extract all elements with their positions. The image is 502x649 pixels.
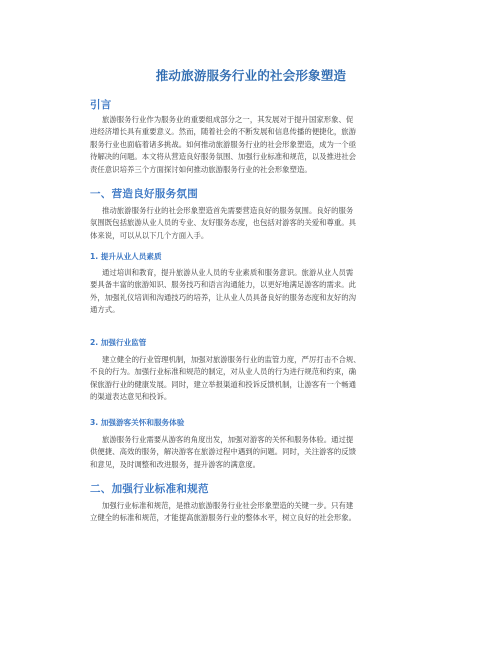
text-line: 外，加强礼仪培训和沟通技巧的培养，让从业人员具备良好的服务态度和友好的沟 [90,292,357,302]
subsection3-paragraph [90,434,415,471]
subsection3-heading: 3. 加强游客关怀和服务体验 [90,418,185,427]
text-line: 进经济增长具有重要意义。然而，随着社会的不断发展和信息传播的便捷化，旅游 [90,127,357,137]
subsection1-heading: 1. 提升从业人员素质 [90,252,162,261]
intro-paragraph [90,114,415,176]
text-line: 推动旅游服务行业的社会形象塑造首先需要营造良好的服务氛围。良好的服务 [102,206,354,215]
text-line: 待解决的问题。本文将从营造良好服务氛围、加强行业标准和规范，以及推进社会 [90,152,357,162]
section1-paragraph [90,205,415,242]
document-title: 推动旅游服务行业的社会形象塑造 [155,68,347,83]
text-line: 的渠道表达意见和投诉。 [90,392,172,402]
text-line: 和意见，及时调整和改进服务，提升游客的满意度。 [90,459,260,469]
text-line: 旅游服务行业作为服务业的重要组成部分之一，其发展对于提升国家形象、促 [102,115,354,124]
text-line: 责任意识培养三个方面探讨如何推动旅游服务行业的社会形象塑造。 [90,164,312,174]
text-line: 服务行业也面临着诸多挑战。如何推动旅游服务行业的社会形象塑造，成为一个亟 [90,139,357,149]
subsection2-heading: 2. 加强行业监管 [90,338,147,347]
text-line: 立健全的标准和规范，才能提高旅游服务行业的整体水平，树立良好的社会形象。 [90,513,357,523]
text-line: 通方式。 [90,305,120,315]
text-line: 旅游服务行业需要从游客的角度出发，加强对游客的关怀和服务体验。通过提 [102,435,354,444]
text-line: 建立健全的行业管理机制，加强对旅游服务行业的监管力度，严厉打击不合规、 [102,355,361,364]
section1-heading: 一、营造良好服务氛围 [90,188,198,200]
text-line: 保旅游行业的健康发展。同时，建立举报渠道和投诉反馈机制，让游客有一个畅通 [90,379,357,389]
text-line: 供便捷、高效的服务，解决游客在旅游过程中遇到的问题。同时，关注游客的反馈 [90,447,357,457]
intro-heading: 引言 [90,99,112,111]
text-line: 氛围既包括旅游从业人员的专业、友好服务态度，也包括对游客的关爱和尊重。具 [90,218,357,228]
subsection1-paragraph [90,267,415,317]
text-line: 加强行业标准和规范，是推动旅游服务行业社会形象塑造的关键一步。只有建 [102,501,354,510]
section2-paragraph [90,500,415,525]
section2-heading: 二、加强行业标准和规范 [90,483,209,495]
subsection2-paragraph [90,354,415,404]
text-line: 要具备丰富的旅游知识、服务技巧和语言沟通能力，以更好地满足游客的需求。此 [90,280,357,290]
text-line: 通过培训和教育，提升旅游从业人员的专业素质和服务意识。旅游从业人员需 [102,268,354,277]
text-line: 不良的行为。加强行业标准和规范的制定，对从业人员的行为进行规范和约束，确 [90,367,357,377]
text-line: 体来说，可以从以下几个方面入手。 [90,230,209,240]
